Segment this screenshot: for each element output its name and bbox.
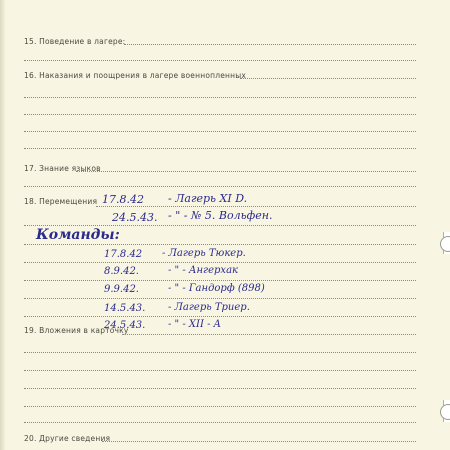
transfer-2-date: 24.5.43. <box>112 211 158 224</box>
field-16-label: 16. Наказания и поощрения в лагере военнопленных <box>24 71 246 80</box>
kommando-5-date: 24.5.43. <box>104 320 146 331</box>
field-16-line-5 <box>24 148 416 149</box>
field-16-line-4 <box>24 131 416 132</box>
field-15-line <box>124 44 416 45</box>
field-18-label: 18. Перемещения <box>24 197 98 206</box>
field-16-line-3 <box>24 114 416 115</box>
field-18-line-3 <box>24 244 416 245</box>
field-19-line-4 <box>24 388 416 389</box>
kommando-2-text: - " - Ангерхак <box>168 265 238 276</box>
field-18-line-5 <box>24 280 416 281</box>
field-17-line <box>76 171 416 172</box>
kommando-4-text: - Лагерь Триер. <box>168 302 250 313</box>
transfer-1-date: 17.8.42 <box>102 193 144 206</box>
kommando-3-text: - " - Гандорф (898) <box>168 283 265 294</box>
field-19-line-2 <box>24 352 416 353</box>
field-18-line-2 <box>24 225 416 226</box>
kommando-1-text: - Лагерь Тюкер. <box>162 248 246 259</box>
field-16-line-2 <box>24 97 416 98</box>
field-20-line <box>102 441 416 442</box>
field-19-line <box>122 334 416 335</box>
field-18-line <box>96 206 416 207</box>
transfer-2-text: - " - № 5. Вольфен. <box>168 209 273 222</box>
transfer-1-text: - Лагерь XI D. <box>168 192 248 205</box>
field-19-line-5 <box>24 406 416 407</box>
field-18-line-4 <box>24 262 416 263</box>
kommando-3-date: 9.9.42. <box>104 284 139 295</box>
kommando-4-date: 14.5.43. <box>104 303 146 314</box>
kommando-heading: Команды: <box>36 227 120 243</box>
binder-hole-upper <box>440 236 450 252</box>
field-19-line-6 <box>24 422 416 423</box>
field-15-label: 15. Поведение в лагере: <box>24 37 126 46</box>
binder-hole-lower <box>440 404 450 420</box>
kommando-2-date: 8.9.42. <box>104 266 139 277</box>
field-17-line-2 <box>24 186 416 187</box>
field-18-line-6 <box>24 298 416 299</box>
field-15-line-2 <box>24 60 416 61</box>
field-16-line <box>240 78 416 79</box>
field-17-label: 17. Знание языков <box>24 164 101 173</box>
kommando-1-date: 17.8.42 <box>104 249 143 260</box>
kommando-5-text: - " - XII - A <box>168 319 221 330</box>
field-18-line-7 <box>24 316 416 317</box>
field-19-label: 19. Вложения в карточку <box>24 326 129 335</box>
field-19-line-3 <box>24 370 416 371</box>
field-20-label: 20. Другие сведения <box>24 434 111 443</box>
page-edge-shadow <box>0 0 6 450</box>
